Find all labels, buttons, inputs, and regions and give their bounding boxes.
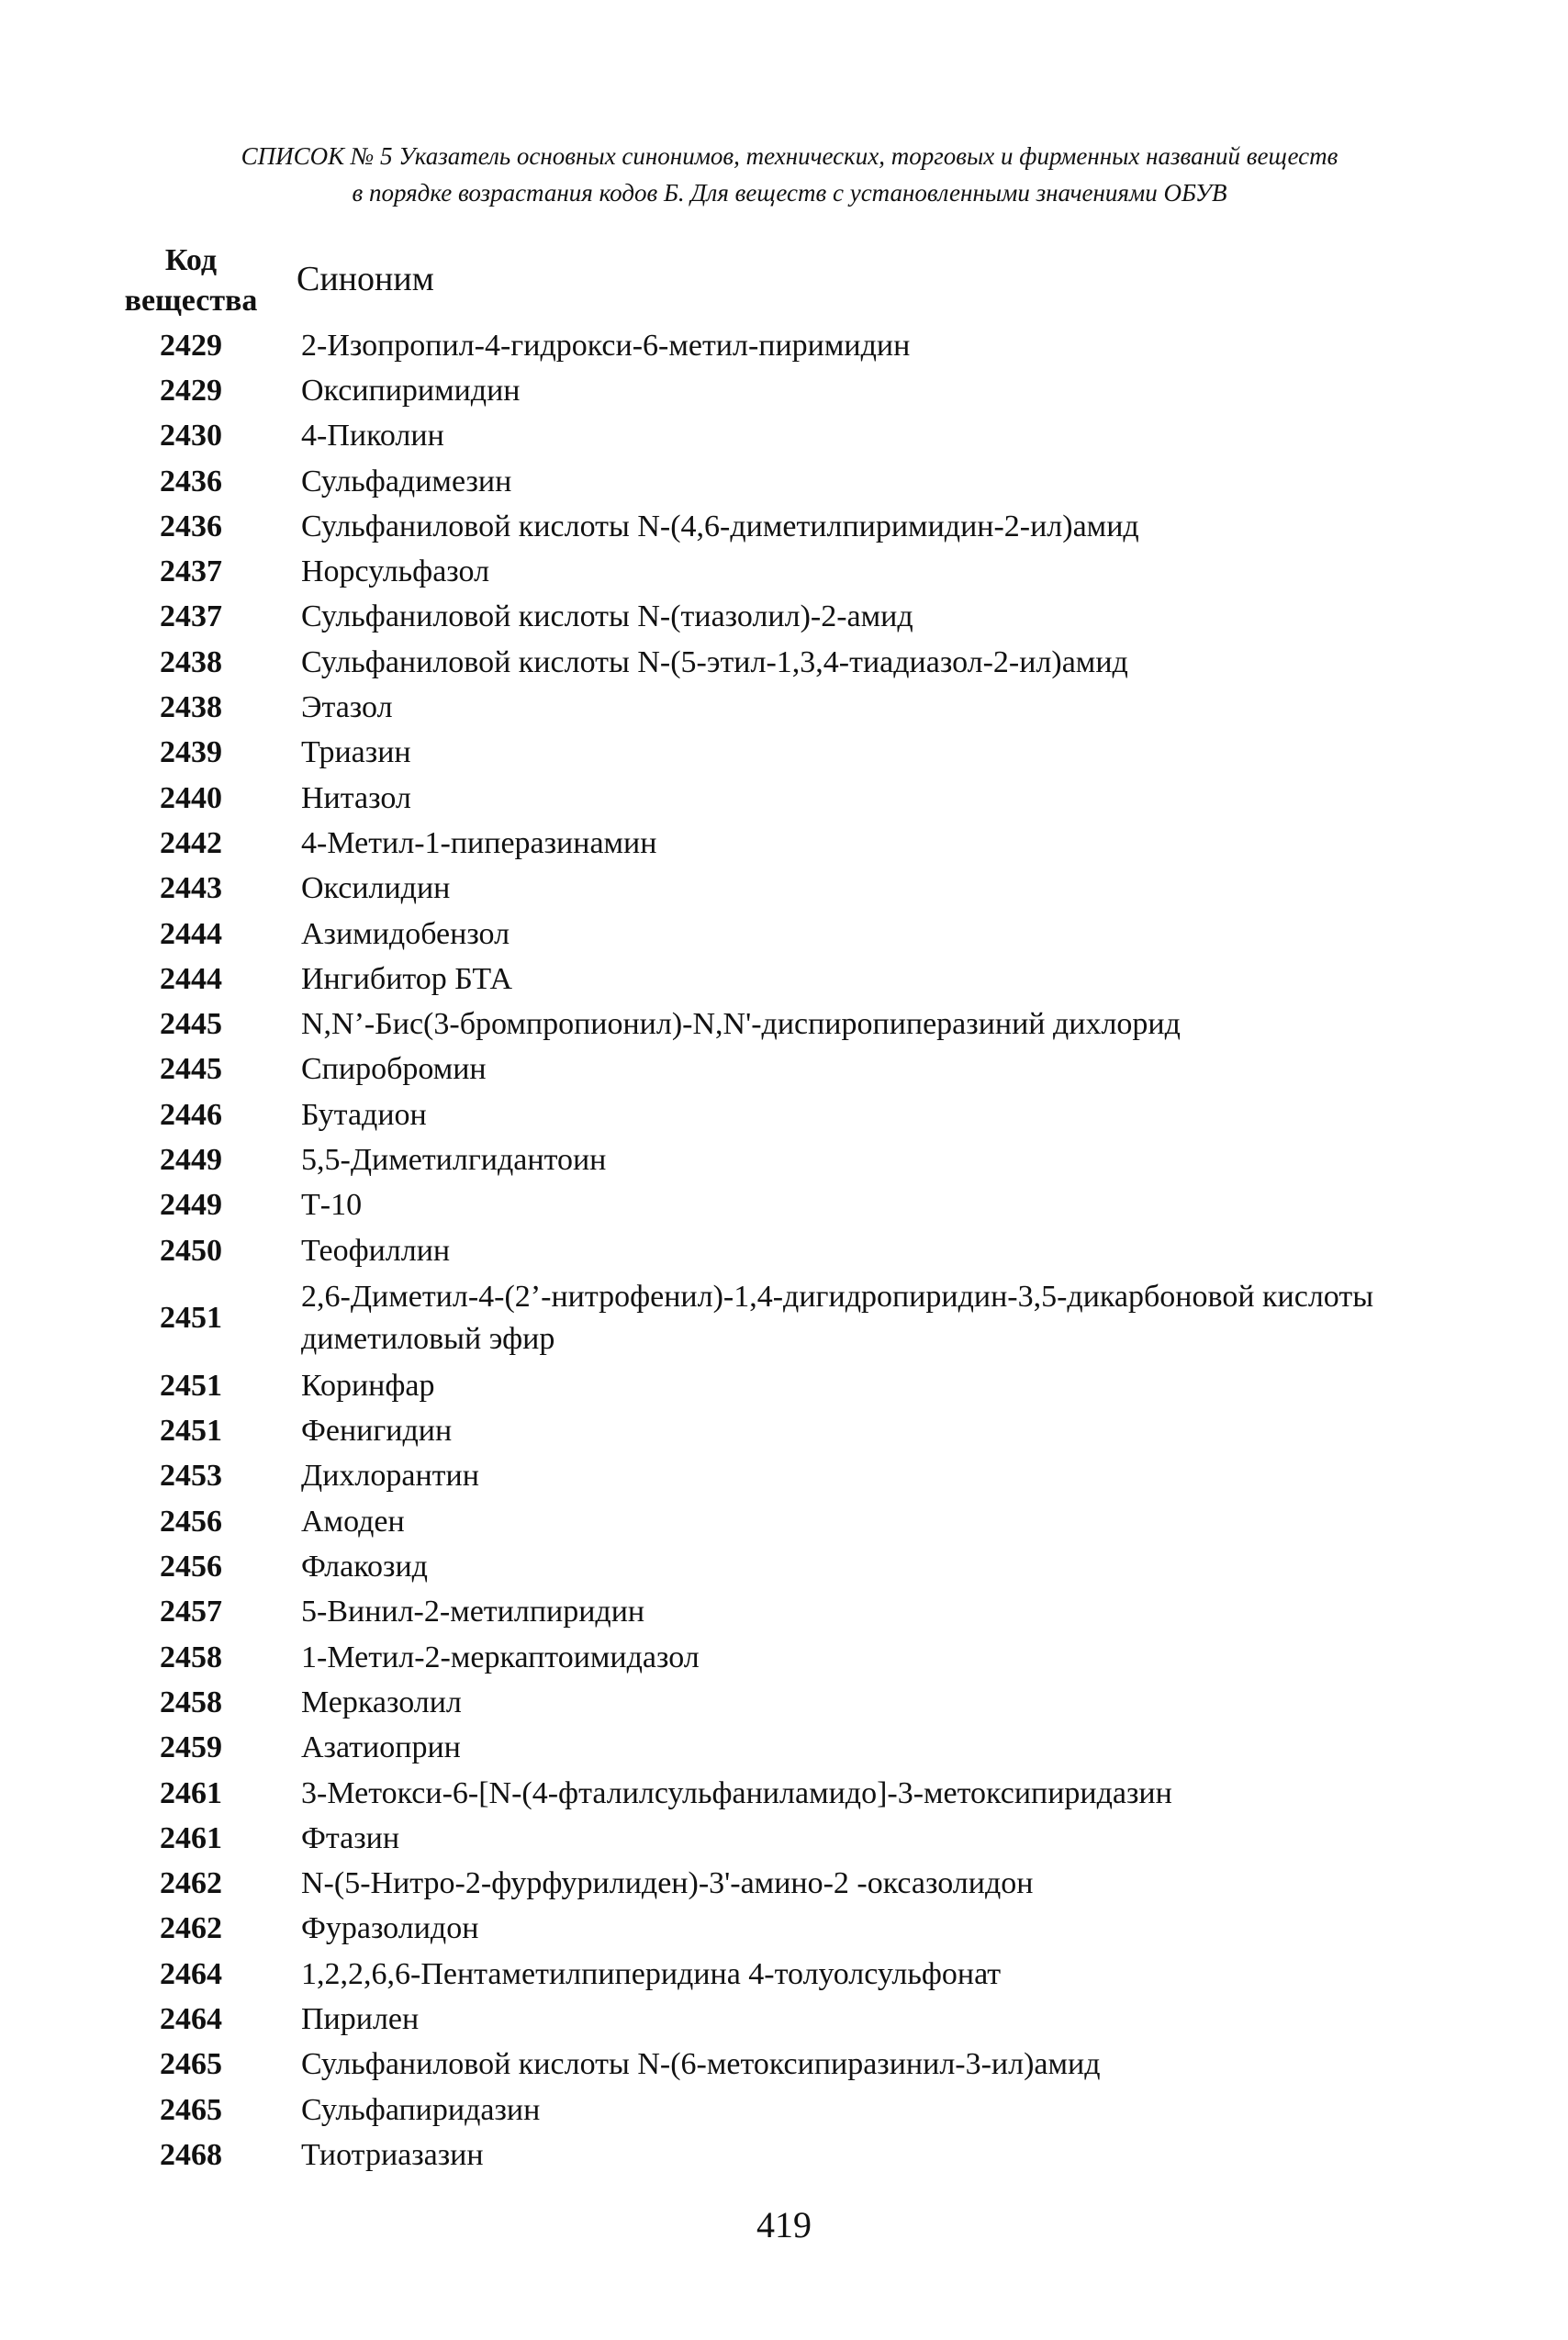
synonym-text: 4-Метил-1-пиперазинамин (301, 825, 657, 860)
substance-code: 2457 (160, 1595, 222, 1629)
substance-code: 2438 (160, 690, 222, 725)
substance-code: 2429 (160, 328, 222, 363)
substance-code: 2458 (160, 1685, 222, 1719)
table-row (108, 1771, 1449, 1816)
synonym-text: Мерказолил (301, 1685, 462, 1719)
synonym-text: Азатиоприн (301, 1730, 461, 1765)
synonym-text: Тиотриазазин (301, 2137, 484, 2172)
substance-code: 2451 (160, 1368, 222, 1403)
substance-code: 2445 (160, 1007, 222, 1042)
synonym-text: Сульфапиридазин (301, 2092, 541, 2127)
table-row (108, 1862, 1449, 1907)
synonym-text: Т-10 (301, 1188, 363, 1223)
list-header (129, 138, 1450, 211)
synonym-text: N-(5-Нитро-2-фурфурилиден)-3'-амино-2 -оксазолидон (301, 1866, 1034, 1901)
table-row (108, 414, 1449, 459)
table-row (108, 504, 1449, 549)
substance-code: 2446 (160, 1097, 222, 1132)
table-row (108, 323, 1449, 368)
synonym-text: Теофиллин (301, 1233, 451, 1268)
table-row (108, 957, 1449, 1002)
synonym-text: Дихлорантин (301, 1459, 479, 1494)
synonym-text: 2-Изопропил-4-гидрокси-6-метил-пиримидин (301, 328, 911, 363)
substance-code: 2465 (160, 2047, 222, 2082)
table-row (108, 1454, 1449, 1499)
substance-code: 2430 (160, 419, 222, 453)
synonym-table (108, 323, 1449, 2178)
substance-code: 2450 (160, 1233, 222, 1268)
table-row (108, 640, 1449, 685)
table-row (108, 1997, 1449, 2042)
substance-code: 2461 (160, 1820, 222, 1855)
table-row (108, 1499, 1449, 1544)
synonym-text: 5,5-Диметилгидантоин (301, 1142, 607, 1177)
substance-code: 2468 (160, 2137, 222, 2172)
synonym-text: Коринфар (301, 1368, 435, 1403)
substance-code: 2438 (160, 644, 222, 679)
table-row (108, 867, 1449, 912)
substance-code: 2445 (160, 1052, 222, 1087)
table-row (108, 1907, 1449, 1952)
synonym-text: Сульфадимезин (301, 464, 512, 498)
table-row (108, 731, 1449, 776)
table-row (108, 1544, 1449, 1589)
substance-code: 2462 (160, 1911, 222, 1946)
synonym-text: Азимидобензол (301, 916, 510, 951)
column-header-code-line-2: вещества (124, 284, 258, 318)
table-row (108, 821, 1449, 866)
substance-code: 2443 (160, 871, 222, 906)
substance-code: 2449 (160, 1142, 222, 1177)
substance-code: 2465 (160, 2092, 222, 2127)
table-header (108, 241, 1449, 323)
synonym-text: Оксипиримидин (301, 373, 521, 408)
table-row (108, 1002, 1449, 1047)
synonym-text: Сульфаниловой кислоты N-(тиазолил)-2-амид (301, 599, 913, 634)
substance-code: 2464 (160, 1956, 222, 1991)
synonym-text: Фуразолидон (301, 1911, 479, 1946)
table-row (108, 2088, 1449, 2133)
substance-code: 2449 (160, 1188, 222, 1223)
substance-code: 2462 (160, 1866, 222, 1901)
column-header-code-line-1: Код (164, 243, 218, 277)
substance-code: 2436 (160, 509, 222, 543)
header-line-1: СПИСОК № 5 Указатель основных синонимов, технических, торговых и фирменных названий веществ (241, 142, 1338, 170)
substance-code: 2429 (160, 373, 222, 408)
table-row (108, 459, 1449, 504)
synonym-text: Нитазол (301, 780, 411, 815)
synonym-text: Оксилидин (301, 871, 451, 906)
table-row (108, 1726, 1449, 1771)
table-row (108, 595, 1449, 640)
table-row (108, 2133, 1449, 2178)
synonym-text: N,N’-Бис(3-бромпропионил)-N,N'-диспиропиперазиний дихлорид (301, 1007, 1181, 1042)
synonym-text: Этазол (301, 690, 393, 725)
synonym-text: Норсульфазол (301, 554, 490, 589)
table-row (108, 1137, 1449, 1182)
synonym-text: Фенигидин (301, 1414, 453, 1449)
substance-code: 2456 (160, 1504, 222, 1539)
table-row (108, 1952, 1449, 1997)
substance-code: 2437 (160, 599, 222, 634)
synonym-text: Флакозид (301, 1550, 428, 1584)
header-line-2: в порядке возрастания кодов Б. Для веществ с установленными значениями ОБУВ (352, 179, 1227, 207)
table-row (108, 1228, 1449, 1273)
substance-code: 2444 (160, 961, 222, 996)
synonym-text: Сульфаниловой кислоты N-(5-этил-1,3,4-тиадиазол-2-ил)амид (301, 644, 1128, 679)
synonym-text: Ингибитор БТА (301, 961, 512, 996)
table-row (108, 776, 1449, 821)
table-row (108, 549, 1449, 594)
synonym-text: 2,6-Диметил-4-(2’-нитрофенил)-1,4-дигидропиридин-3,5-дикарбоновой кислоты диметиловый эфир (301, 1280, 1374, 1357)
substance-code: 2451 (160, 1414, 222, 1449)
synonym-text: Бутадион (301, 1097, 427, 1132)
table-row (108, 1183, 1449, 1228)
synonym-text: Спиробромин (301, 1052, 487, 1087)
table-row (108, 1092, 1449, 1137)
substance-code: 2456 (160, 1550, 222, 1584)
column-header-synonym: Синоним (297, 260, 434, 298)
substance-code: 2437 (160, 554, 222, 589)
page-number: 419 (756, 2204, 812, 2245)
substance-code: 2439 (160, 735, 222, 770)
synonym-text: Фтазин (301, 1820, 400, 1855)
column-header-code (108, 241, 274, 321)
table-row (108, 1273, 1449, 1363)
synonym-text: Сульфаниловой кислоты N-(4,6-диметилпиримидин-2-ил)амид (301, 509, 1139, 543)
substance-code: 2444 (160, 916, 222, 951)
substance-code: 2458 (160, 1640, 222, 1674)
synonym-text: Амоден (301, 1504, 405, 1539)
table-row (108, 1680, 1449, 1725)
table-row (108, 1816, 1449, 1861)
substance-code: 2442 (160, 825, 222, 860)
table-row (108, 1363, 1449, 1408)
synonym-text: 1,2,2,6,6-Пентаметилпиперидина 4-толуолсульфонат (301, 1956, 1002, 1991)
synonym-text: Пирилен (301, 2002, 420, 2037)
table-row (108, 368, 1449, 413)
substance-code: 2464 (160, 2002, 222, 2037)
table-row (108, 1635, 1449, 1680)
table-row (108, 685, 1449, 730)
synonym-text: Триазин (301, 735, 411, 770)
synonym-text: 3-Метокси-6-[N-(4-фталилсульфаниламидо]-3-метоксипиридазин (301, 1775, 1172, 1810)
synonym-text: 4-Пиколин (301, 419, 444, 453)
substance-code: 2459 (160, 1730, 222, 1765)
table-row (108, 1590, 1449, 1635)
substance-code: 2453 (160, 1459, 222, 1494)
table-row (108, 2043, 1449, 2088)
table-row (108, 1409, 1449, 1454)
synonym-text: Сульфаниловой кислоты N-(6-метоксипиразинил-3-ил)амид (301, 2047, 1101, 2082)
substance-code: 2461 (160, 1775, 222, 1810)
synonym-text: 5-Винил-2-метилпиридин (301, 1595, 645, 1629)
substance-code: 2436 (160, 464, 222, 498)
table-row (108, 912, 1449, 957)
substance-code: 2440 (160, 780, 222, 815)
substance-code: 2451 (160, 1301, 222, 1336)
synonym-text: 1-Метил-2-меркаптоимидазол (301, 1640, 700, 1674)
table-row (108, 1047, 1449, 1092)
